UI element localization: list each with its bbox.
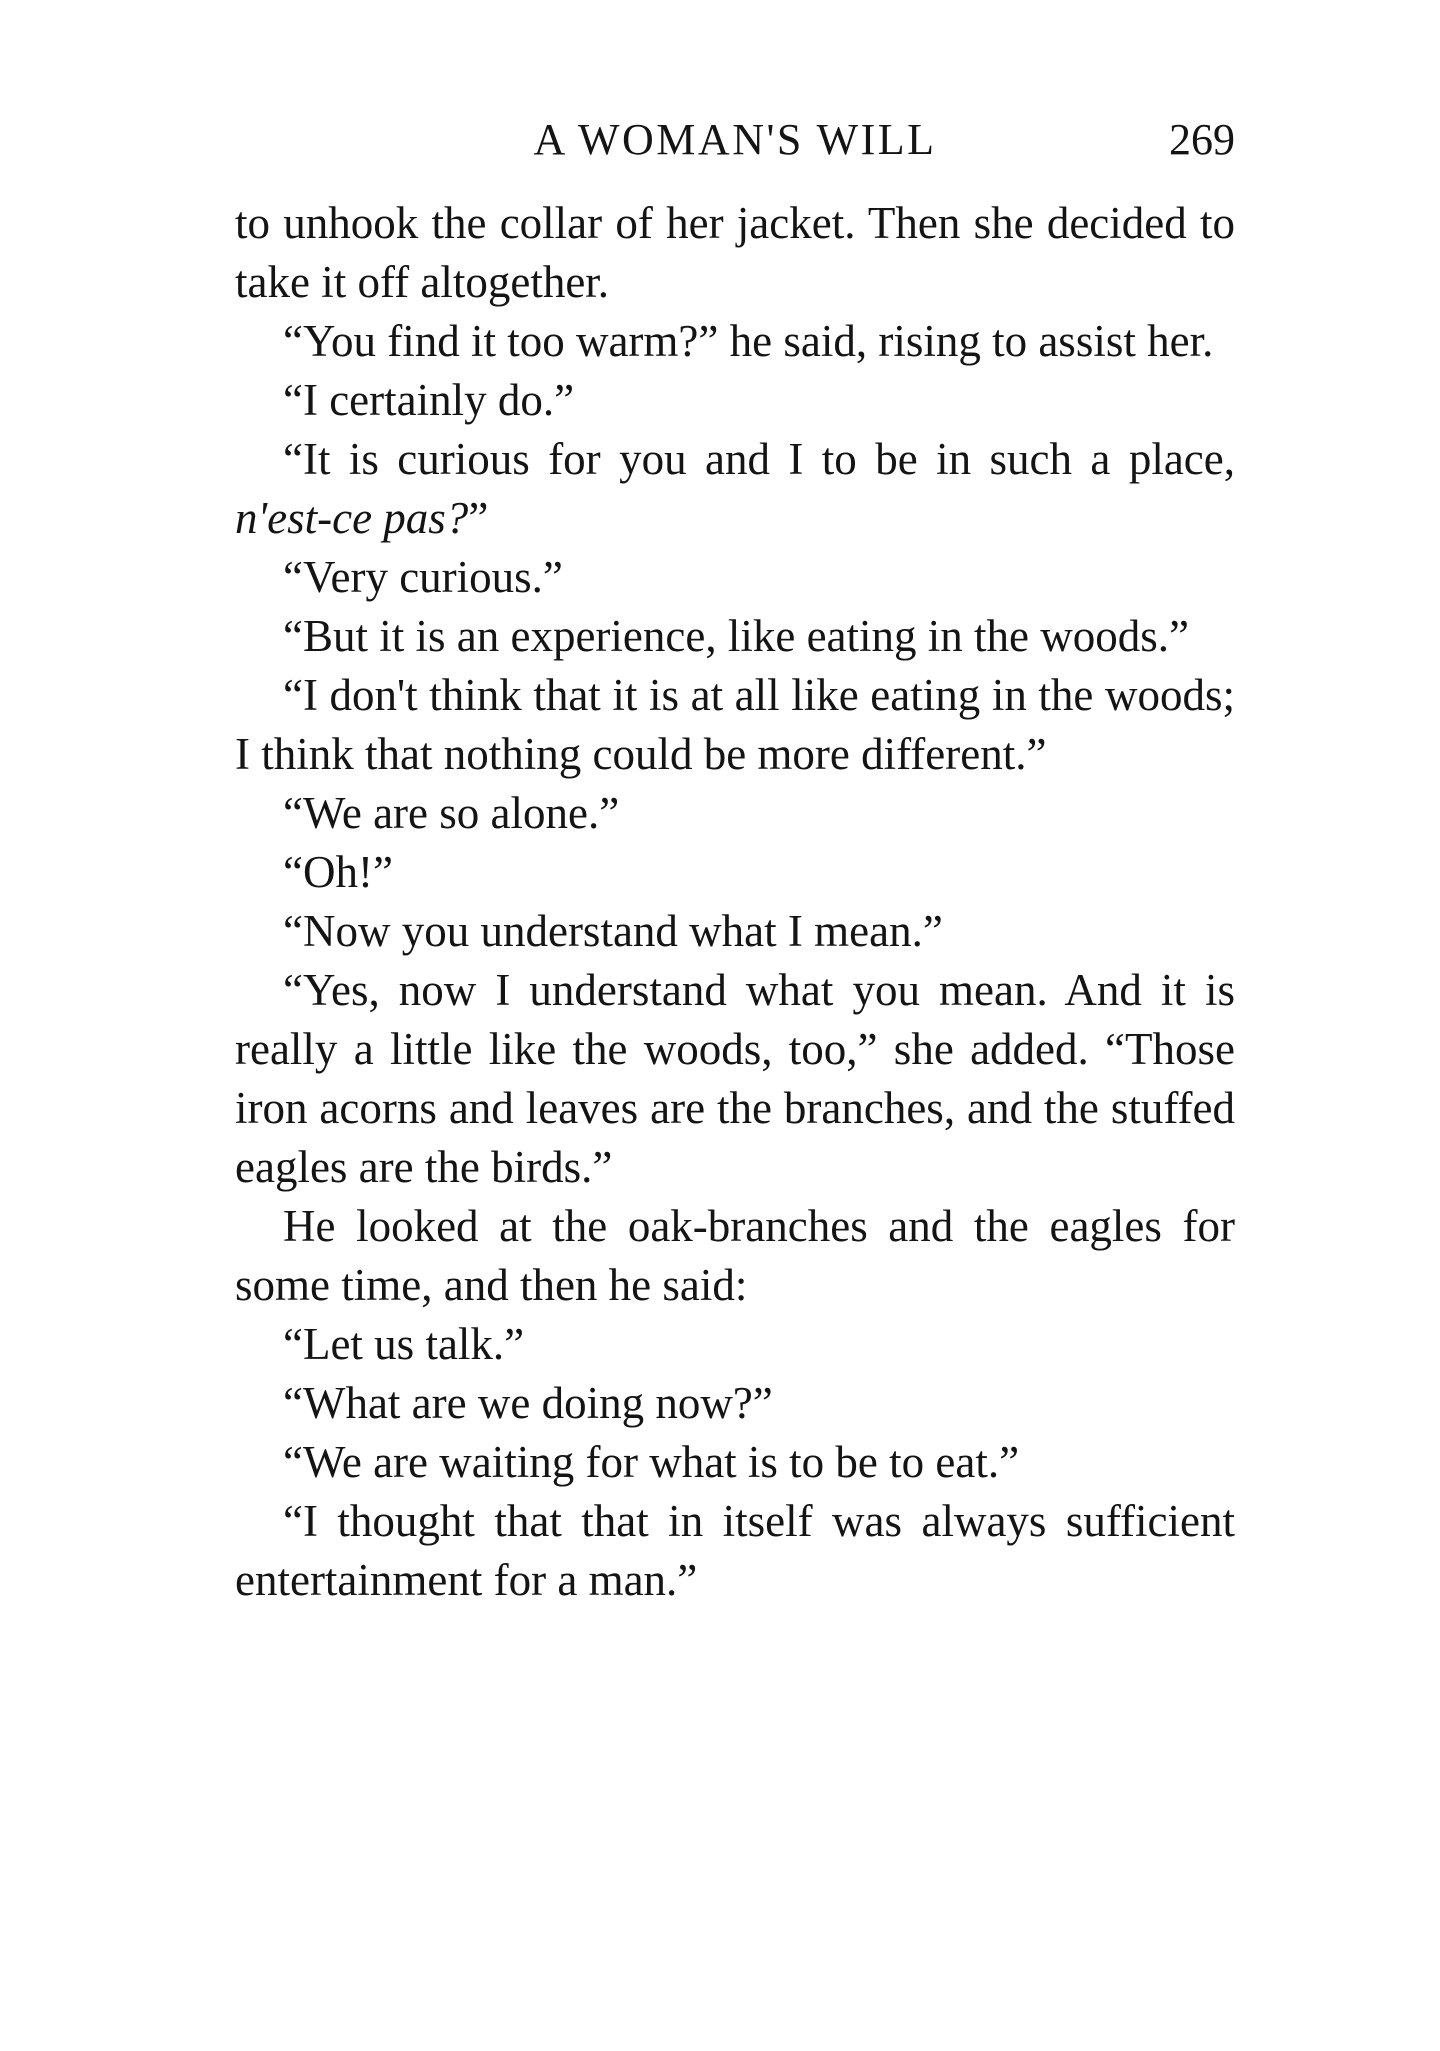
italic-french-phrase: n'est-ce pas? (235, 493, 469, 543)
body-text (235, 194, 1235, 1610)
paragraph (235, 430, 1235, 548)
paragraph: “You find it too warm?” he said, rising to assist her. (283, 316, 1214, 366)
running-title: A WOMAN'S WILL (533, 115, 937, 164)
paragraph: “Oh!” (283, 847, 393, 897)
paragraph: “We are so alone.” (283, 788, 620, 838)
paragraph: “We are waiting for what is to be to eat.” (283, 1437, 1020, 1487)
paragraph: to unhook the collar of her jacket. Then she decided to take it off altogether. (235, 198, 1235, 307)
page-number: 269 (1169, 115, 1235, 164)
paragraph: “Now you understand what I mean.” (283, 906, 943, 956)
paragraph: “I thought that that in itself was always sufficient entertainment for a man.” (235, 1496, 1235, 1605)
paragraph: “What are we doing now?” (283, 1378, 773, 1428)
paragraph: “I don't think that it is at all like eating in the woods; I think that nothing could be more different.” (235, 670, 1235, 779)
running-head (235, 108, 1235, 172)
paragraph-text: “It is curious for you and I to be in such a place, (283, 434, 1235, 484)
paragraph: “Let us talk.” (283, 1319, 525, 1369)
paragraph-text: ” (468, 493, 489, 543)
paragraph: “Very curious.” (283, 552, 563, 602)
book-page (235, 108, 1235, 1610)
paragraph: “Yes, now I understand what you mean. And it is really a little like the woods, too,” she added. “Those iron acorns and leaves are the branches, and the stuffed eagles are the birds.” (235, 965, 1235, 1192)
paragraph: “But it is an experience, like eating in the woods.” (283, 611, 1189, 661)
paragraph: He looked at the oak-branches and the eagles for some time, and then he said: (235, 1201, 1235, 1310)
paragraph: “I certainly do.” (283, 375, 575, 425)
